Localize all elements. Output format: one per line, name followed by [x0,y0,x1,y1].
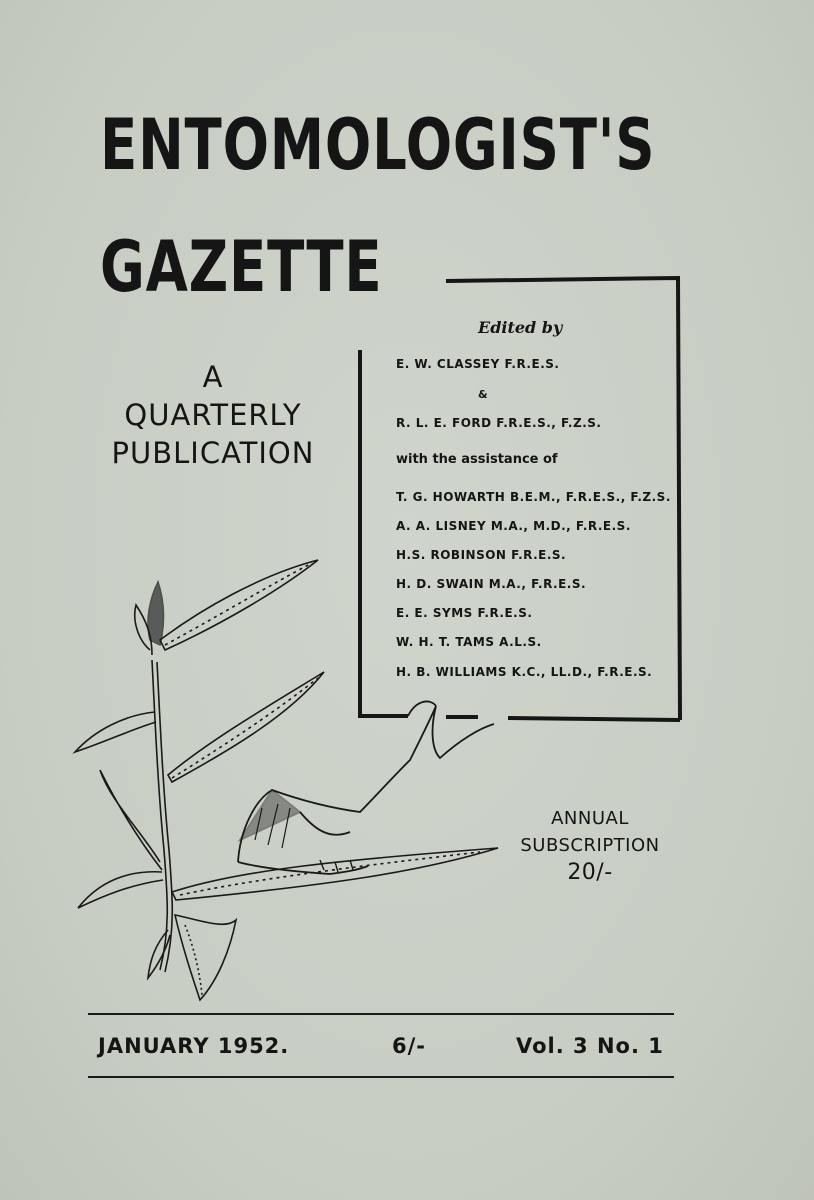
assistant-name: T. G. HOWARTH B.E.M., F.R.E.S., F.Z.S. [396,490,671,504]
assistant-name: H. B. WILLIAMS K.C., LL.D., F.R.E.S. [396,665,653,679]
issue-price: 6/- [392,1034,426,1058]
footer-rule-bottom [88,1076,674,1078]
ampersand: & [478,388,488,401]
assistant-name: H. D. SWAIN M.A., F.R.E.S. [396,577,587,591]
editor-name: E. W. CLASSEY F.R.E.S. [396,357,560,371]
assistance-label: with the assistance of [396,452,558,467]
assistant-name: H.S. ROBINSON F.R.E.S. [396,548,567,562]
edited-by-label: Edited by [478,318,563,337]
editor-name: R. L. E. FORD F.R.E.S., F.Z.S. [396,416,602,430]
issue-date: JANUARY 1952. [98,1034,290,1058]
title-line-2: GAZETTE [100,226,383,308]
footer-rule-top [88,1013,674,1015]
title-line-1: ENTOMOLOGIST'S [100,104,656,186]
subscription-note [508,805,672,886]
tagline-line-1: A [202,360,224,394]
assistant-name: A. A. LISNEY M.A., M.D., F.R.E.S. [396,519,631,533]
assistant-name: W. H. T. TAMS A.L.S. [396,635,542,649]
volume-number: Vol. 3 No. 1 [516,1034,664,1058]
assistant-name: E. E. SYMS F.R.E.S. [396,606,533,620]
subscription-price: 20/- [567,860,613,885]
subscription-line-1: ANNUAL [551,808,629,829]
tagline-line-2: QUARTERLY [124,398,302,432]
subscription-line-2: SUBSCRIPTION [520,835,660,856]
tagline-line-3: PUBLICATION [111,436,315,470]
